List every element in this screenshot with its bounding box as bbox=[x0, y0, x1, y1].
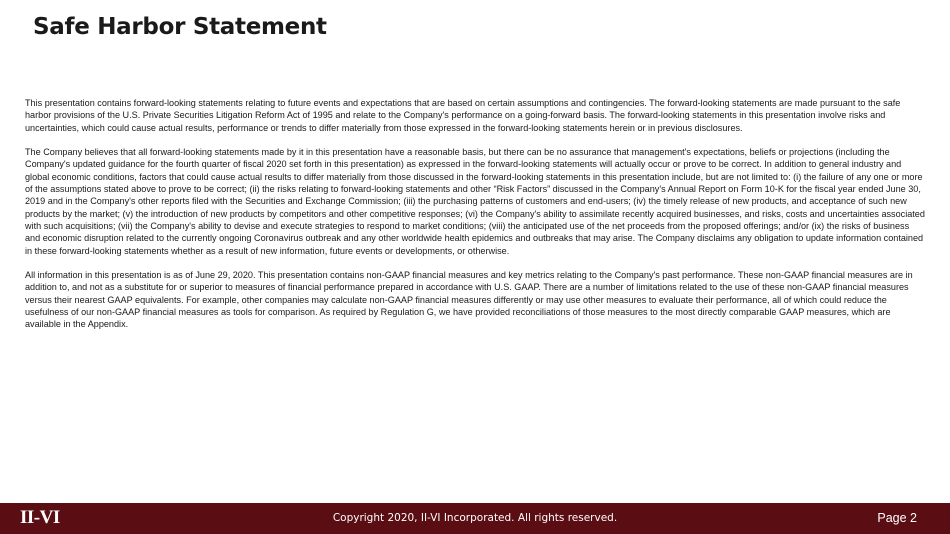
page-number: Page 2 bbox=[877, 511, 917, 525]
safe-harbor-body bbox=[25, 97, 925, 343]
company-logo: II-VI bbox=[20, 507, 60, 528]
paragraph-non-gaap: All information in this presentation is as of June 29, 2020. This presentation contains non-GAAP financial measures and key metrics relating to the Company's past performance. These non-GAAP financial measures are in addition to, and not as a substitute for or superior to measures of financial performance prepared in accordance with U.S. GAAP. There are a number of limitations related to the use of these non-GAAP financial measures versus their nearest GAAP equivalents. For example, other companies may calculate non-GAAP financial measures differently or may use other measures to evaluate their performance, all of which could reduce the usefulness of our non-GAAP financial measures as tools for comparison. As required by Regulation G, we have provided reconciliations of those measures to the most directly comparable GAAP measures, which are available in the Appendix. bbox=[25, 270, 913, 330]
footer-bar bbox=[0, 503, 950, 534]
slide-title: Safe Harbor Statement bbox=[33, 14, 327, 40]
paragraph-risk-factors: The Company believes that all forward-looking statements made by it in this presentation have a reasonable basis, but there can be no assurance that management's expectations, beliefs or projections (including the Company's updated guidance for the fourth quarter of fiscal 2020 set forth in this presentation) as expressed in the forward-looking statements will actually occur or prove to be correct. In addition to general industry and global economic conditions, factors that could cause actual results to differ materially from those discussed in the forward-looking statements in this presentation include, but are not limited to: (i) the failure of any one or more of the assumptions stated above to prove to be correct; (ii) the risks relating to forward-looking statements and other “Risk Factors” discussed in the Company's Annual Report on Form 10-K for the fiscal year ended June 30, 2019 and in the Company's other reports filed with the Securities and Exchange Commission; (iii) the purchasing patterns of customers and end-users; (iv) the timely release of new products, and acceptance of such new products by the market; (v) the introduction of new products by competitors and other competitive responses; (vi) the Company's ability to assimilate recently acquired businesses, and risks, costs and uncertainties associated with such acquisitions; (vii) the Company's ability to devise and execute strategies to respond to market conditions; (viii) the anticipated use of the net proceeds from the proposed offerings; and/or (ix) the risks of business and economic disruption related to the currently ongoing Coronavirus outbreak and any other worldwide health epidemics and outbreaks that may arise. The Company disclaims any obligation to update information contained in these forward-looking statements whether as a result of new information, future events or developments, or otherwise. bbox=[25, 147, 925, 256]
paragraph-forward-looking: This presentation contains forward-looking statements relating to future events and expectations that are based on certain assumptions and contingencies. The forward-looking statements are made pursuant to the safe harbor provisions of the U.S. Private Securities Litigation Reform Act of 1995 and relate to the Company's performance on a going-forward basis. The forward-looking statements in this presentation involve risks and uncertainties, which could cause actual results, performance or trends to differ materially from those expressed in the forward-looking statements herein or in previous disclosures. bbox=[25, 98, 901, 133]
copyright-text: Copyright 2020, II-VI Incorporated. All rights reserved. bbox=[332, 512, 618, 524]
